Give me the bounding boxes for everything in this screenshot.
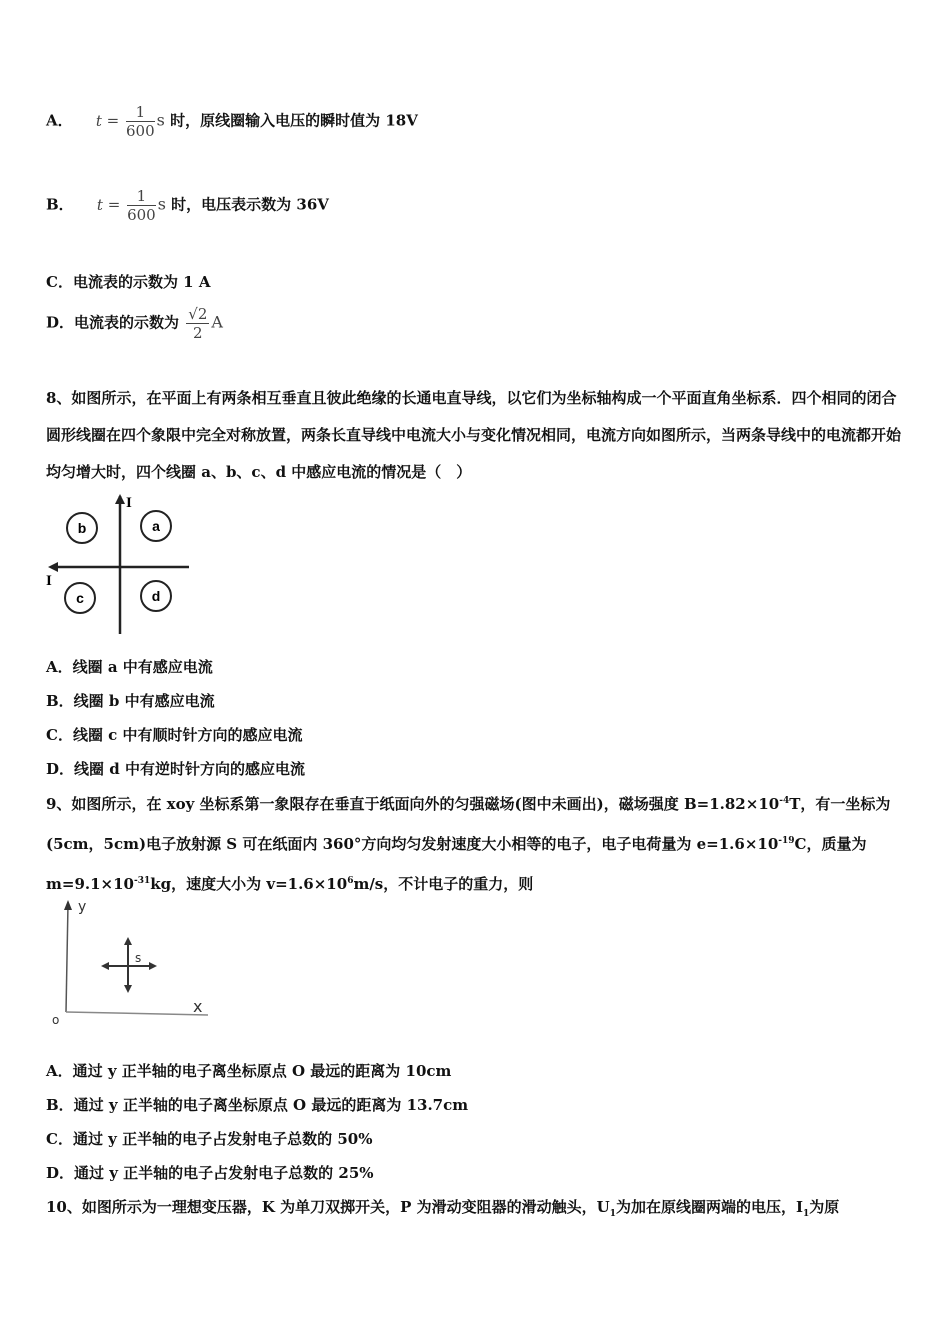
arrow-up-icon	[115, 494, 125, 504]
y-axis-label: y	[78, 899, 87, 915]
stem-text: C，质量为 m=9.1×10	[46, 835, 867, 893]
stem-text: 9、如图所示，在 xoy 坐标系第一象限存在垂直于纸面向外的匀强磁场(图中未画出)，磁场强度 B=1.82×10	[46, 795, 780, 813]
exponent: -19	[778, 836, 795, 846]
q8-option-d: D．线圈 d 中有逆时针方向的感应电流	[46, 760, 305, 778]
question-9-stem	[46, 783, 908, 903]
fraction-numerator: √2	[188, 305, 208, 323]
q9-option-b: B．通过 y 正半轴的电子离坐标原点 O 最远的距离为 13.7cm	[46, 1096, 469, 1114]
option-label: B．	[46, 195, 74, 214]
option-text: 电流表的示数为 1 A	[72, 273, 211, 291]
subscript: 1	[609, 1209, 616, 1219]
stem-text: kg，速度大小为 v=1.6×10	[150, 875, 348, 893]
q8-option-c: C．线圈 c 中有顺时针方向的感应电流	[46, 726, 303, 744]
option-text: 时，电压表示数为 36V	[171, 195, 329, 214]
stem-text: T，有一坐标为(5cm，5cm)电子放射源 S 可在纸面内 360°方向均匀发射速度大小相等的电子，电子电荷量为 e=1.6×10	[46, 795, 891, 853]
exponent: -31	[133, 876, 151, 886]
time-variable: t	[96, 195, 103, 214]
coil-b-label: b	[77, 520, 87, 536]
option-c-prev	[46, 271, 210, 292]
stem-text: 为原	[809, 1198, 840, 1216]
question-8-stem: 8、如图所示，在平面上有两条相互垂直且彼此绝缘的长通电直导线，以它们为坐标轴构成一个平面直角坐标系．四个相同的闭合圆形线圈在四个象限中完全对称放置，两条长直导线中电流大小与变化情况相同，电流方向如图所示，当两条导线中的电流都开始均匀增大时，四个线圈 a、b、c、d 中感应电流的情况是（ ）	[46, 389, 902, 481]
arrow-left-icon	[101, 962, 109, 970]
fraction-numerator: 1	[126, 103, 155, 122]
q9-option-a: A．通过 y 正半轴的电子离坐标原点 O 最远的距离为 10cm	[46, 1062, 452, 1080]
stem-text: 为加在原线圈两端的电压，I	[616, 1198, 804, 1216]
option-a-prev	[46, 103, 418, 140]
arrow-left-icon	[48, 562, 58, 572]
current-label-vertical: I	[126, 495, 132, 511]
exponent: 6	[347, 876, 354, 886]
y-axis	[66, 904, 68, 1012]
option-label: A．	[46, 111, 73, 130]
unit: s	[156, 110, 165, 130]
option-label: D．	[46, 313, 75, 332]
x-axis-label: x	[193, 997, 203, 1016]
origin-label: o	[52, 1013, 60, 1026]
unit: A	[211, 312, 223, 332]
fraction-numerator: 1	[127, 187, 156, 206]
exponent: -4	[779, 796, 790, 806]
coil-a-label: a	[152, 518, 160, 534]
q8-figure	[44, 492, 194, 637]
option-text: 时，原线圈输入电压的瞬时值为 18V	[170, 111, 418, 130]
arrow-down-icon	[124, 985, 132, 993]
coil-c-label: c	[76, 590, 84, 606]
q9-option-c: C．通过 y 正半轴的电子占发射电子总数的 50%	[46, 1130, 373, 1148]
subscript: 1	[803, 1209, 810, 1219]
q9-figure	[48, 896, 218, 1026]
time-variable: t	[95, 111, 102, 130]
option-text: 电流表的示数为	[74, 313, 180, 332]
fraction	[186, 305, 209, 342]
option-d-prev	[46, 305, 223, 342]
current-label-horizontal: I	[46, 573, 52, 589]
stem-text: m/s，不计电子的重力，则	[353, 875, 534, 893]
q8-option-a: A．线圈 a 中有感应电流	[46, 658, 213, 676]
coil-d-label: d	[151, 588, 161, 604]
option-label: C．	[46, 273, 73, 291]
fraction	[127, 187, 156, 224]
y-axis-arrow-icon	[64, 900, 72, 910]
option-b-prev	[46, 187, 329, 224]
fraction	[126, 103, 155, 140]
fraction-denominator: 600	[127, 206, 156, 224]
x-axis	[66, 1012, 208, 1015]
arrow-up-icon	[124, 937, 132, 945]
fraction-denominator: 600	[126, 122, 155, 140]
q9-option-d: D．通过 y 正半轴的电子占发射电子总数的 25%	[46, 1164, 374, 1182]
fraction-denominator: 2	[193, 324, 203, 342]
arrow-right-icon	[149, 962, 157, 970]
unit: s	[157, 194, 166, 214]
stem-text: 10、如图所示为一理想变压器，K 为单刀双掷开关，P 为滑动变阻器的滑动触头，U	[46, 1198, 610, 1216]
source-label: s	[135, 951, 142, 965]
question-10-stem	[46, 1196, 839, 1219]
q8-option-b: B．线圈 b 中有感应电流	[46, 692, 215, 710]
equals-sign: =	[101, 111, 125, 130]
equals-sign: =	[102, 195, 126, 214]
